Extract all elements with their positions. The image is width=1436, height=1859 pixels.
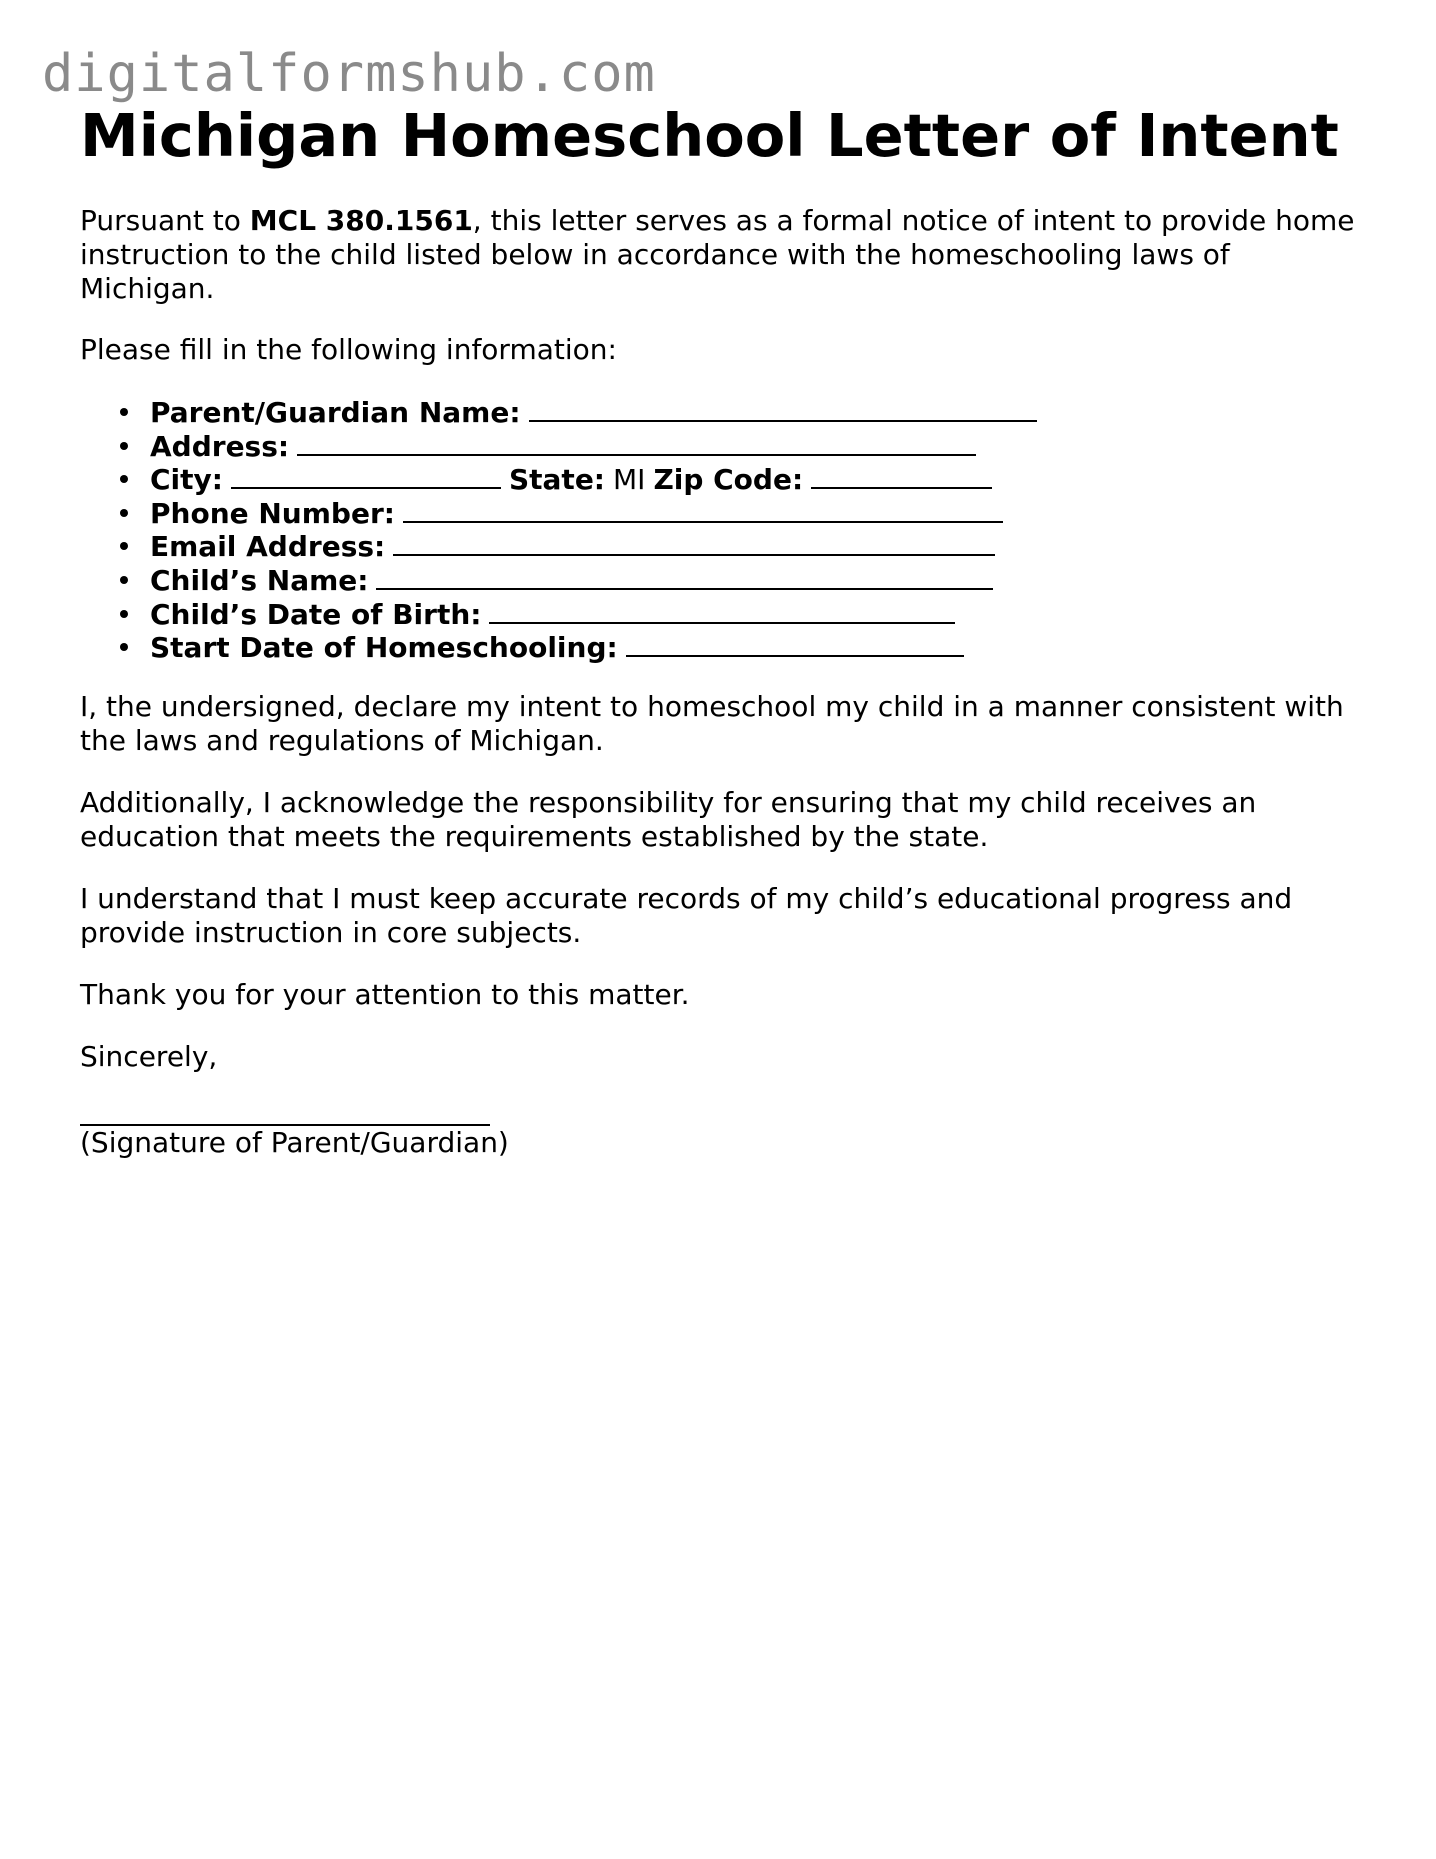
field-label: Child’s Name: bbox=[150, 563, 369, 597]
field-label: Start Date of Homeschooling: bbox=[150, 631, 618, 665]
start-date-blank[interactable] bbox=[626, 629, 964, 657]
field-label: Parent/Guardian Name: bbox=[150, 396, 521, 429]
thanks-paragraph: Thank you for your attention to this matter. bbox=[80, 977, 690, 1011]
statute-reference: MCL 380.1561 bbox=[249, 204, 473, 237]
field-child-dob bbox=[120, 596, 1370, 630]
declaration-paragraph: I, the undersigned, declare my intent to homeschool my child in a manner consistent with the laws and regulations of Michigan. bbox=[80, 689, 1344, 757]
acknowledgment-paragraph: Additionally, I acknowledge the responsibility for ensuring that my child receives an education that meets the requirements established by the state. bbox=[80, 785, 1257, 853]
child-dob-blank[interactable] bbox=[489, 596, 955, 624]
records-paragraph: I understand that I must keep accurate records of my child’s educational progress and provide instruction in core subjects. bbox=[80, 881, 1293, 949]
state-value: MI bbox=[613, 463, 646, 497]
city-blank[interactable] bbox=[231, 461, 501, 489]
field-address bbox=[120, 428, 1370, 462]
signature-caption: (Signature of Parent/Guardian) bbox=[80, 1125, 509, 1159]
field-city-state-zip bbox=[120, 461, 1370, 495]
intro-prefix: Pursuant to bbox=[80, 204, 250, 237]
field-child-name bbox=[120, 562, 1370, 596]
field-label: City: bbox=[150, 463, 223, 497]
intro-paragraph bbox=[80, 204, 1370, 306]
field-label: Phone Number: bbox=[150, 496, 395, 530]
watermark: digitalformshub.com bbox=[42, 44, 656, 104]
address-blank[interactable] bbox=[297, 428, 976, 456]
closing: Sincerely, bbox=[80, 1039, 218, 1073]
field-label: Child’s Date of Birth: bbox=[150, 597, 482, 631]
zip-blank[interactable] bbox=[811, 461, 992, 489]
fill-prompt: Please fill in the following information: bbox=[80, 333, 617, 366]
letter-document bbox=[80, 100, 1370, 1160]
field-label: Zip Code: bbox=[653, 463, 804, 497]
info-field-list bbox=[80, 394, 1370, 663]
field-label: State: bbox=[508, 463, 606, 497]
parent-name-blank[interactable] bbox=[529, 394, 1037, 422]
intro-suffix: , this letter serves as a formal notice of intent to provide home instruction to the child listed below in accordance with the homeschooling laws of Michigan. bbox=[80, 204, 1355, 305]
email-blank[interactable] bbox=[393, 528, 995, 556]
child-name-blank[interactable] bbox=[376, 562, 993, 590]
field-label: Email Address: bbox=[150, 530, 386, 564]
page-title: Michigan Homeschool Letter of Intent bbox=[80, 101, 1339, 170]
phone-blank[interactable] bbox=[403, 495, 1003, 523]
field-label: Address: bbox=[150, 429, 290, 463]
field-phone bbox=[120, 495, 1370, 529]
field-email bbox=[120, 528, 1370, 562]
field-start-date bbox=[120, 629, 1370, 663]
field-parent-name bbox=[120, 394, 1370, 428]
